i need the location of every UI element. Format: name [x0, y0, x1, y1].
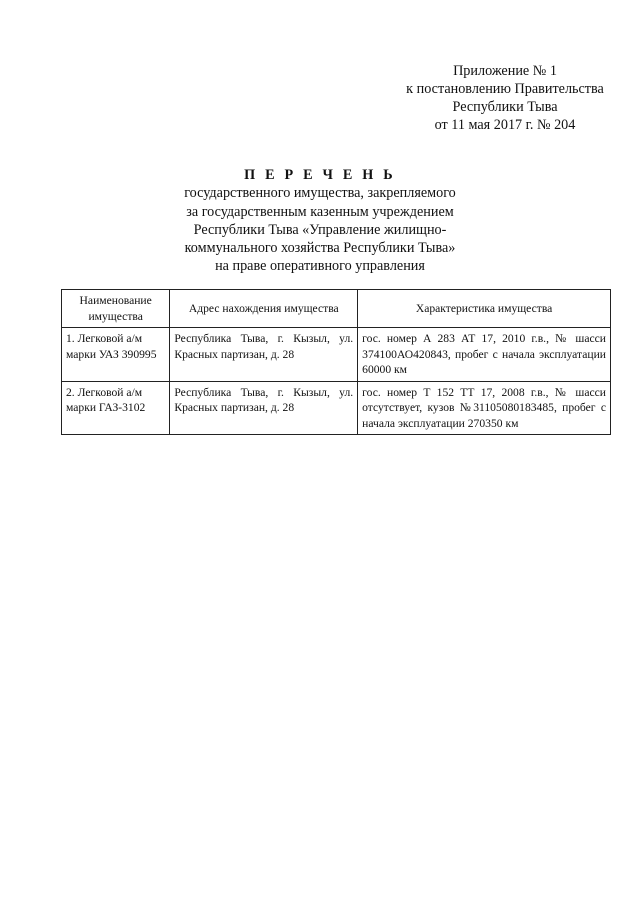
cell-name: 1. Легковой а/м марки УАЗ 390995: [62, 328, 170, 382]
header-characteristics: Характеристика имущества: [358, 290, 611, 328]
cell-characteristics: гос. номер А 283 АТ 17, 2010 г.в., № шасси 374100АО420843, пробег с начала эксплуатации 60000 км: [358, 328, 611, 382]
annex-republic: Республики Тыва: [452, 99, 558, 115]
property-table: [61, 289, 611, 435]
title-line-5: на праве оперативного управления: [215, 258, 425, 275]
cell-address: Республика Тыва, г. Кызыл, ул. Красных партизан, д. 28: [170, 381, 358, 435]
title-line-1: государственного имущества, закрепляемого: [184, 185, 456, 202]
annex-resolution: к постановлению Правительства: [406, 81, 604, 97]
table-header-row: [62, 290, 611, 328]
table-row: [62, 381, 611, 435]
header-name: Наименование имущества: [62, 290, 170, 328]
cell-address: Республика Тыва, г. Кызыл, ул. Красных партизан, д. 28: [170, 328, 358, 382]
annex-date: от 11 мая 2017 г. № 204: [434, 117, 576, 133]
table-row: [62, 328, 611, 382]
cell-name: 2. Легковой а/м марки ГАЗ-3102: [62, 381, 170, 435]
annex-number: Приложение № 1: [453, 63, 557, 79]
title-block: [120, 166, 520, 276]
annex-block: [380, 62, 630, 134]
title-line-4: коммунального хозяйства Республики Тыва»: [184, 240, 456, 257]
title-line-3: Республики Тыва «Управление жилищно-: [193, 221, 447, 238]
cell-characteristics: гос. номер Т 152 ТТ 17, 2008 г.в., № шасси отсутствует, кузов №31105080183485, пробег с начала эксплуатации 270350 км: [358, 381, 611, 435]
title-line-2: за государственным казенным учреждением: [186, 203, 454, 220]
header-address: Адрес нахождения имущества: [170, 290, 358, 328]
document-heading: П Е Р Е Ч Е Н Ь: [244, 167, 396, 183]
